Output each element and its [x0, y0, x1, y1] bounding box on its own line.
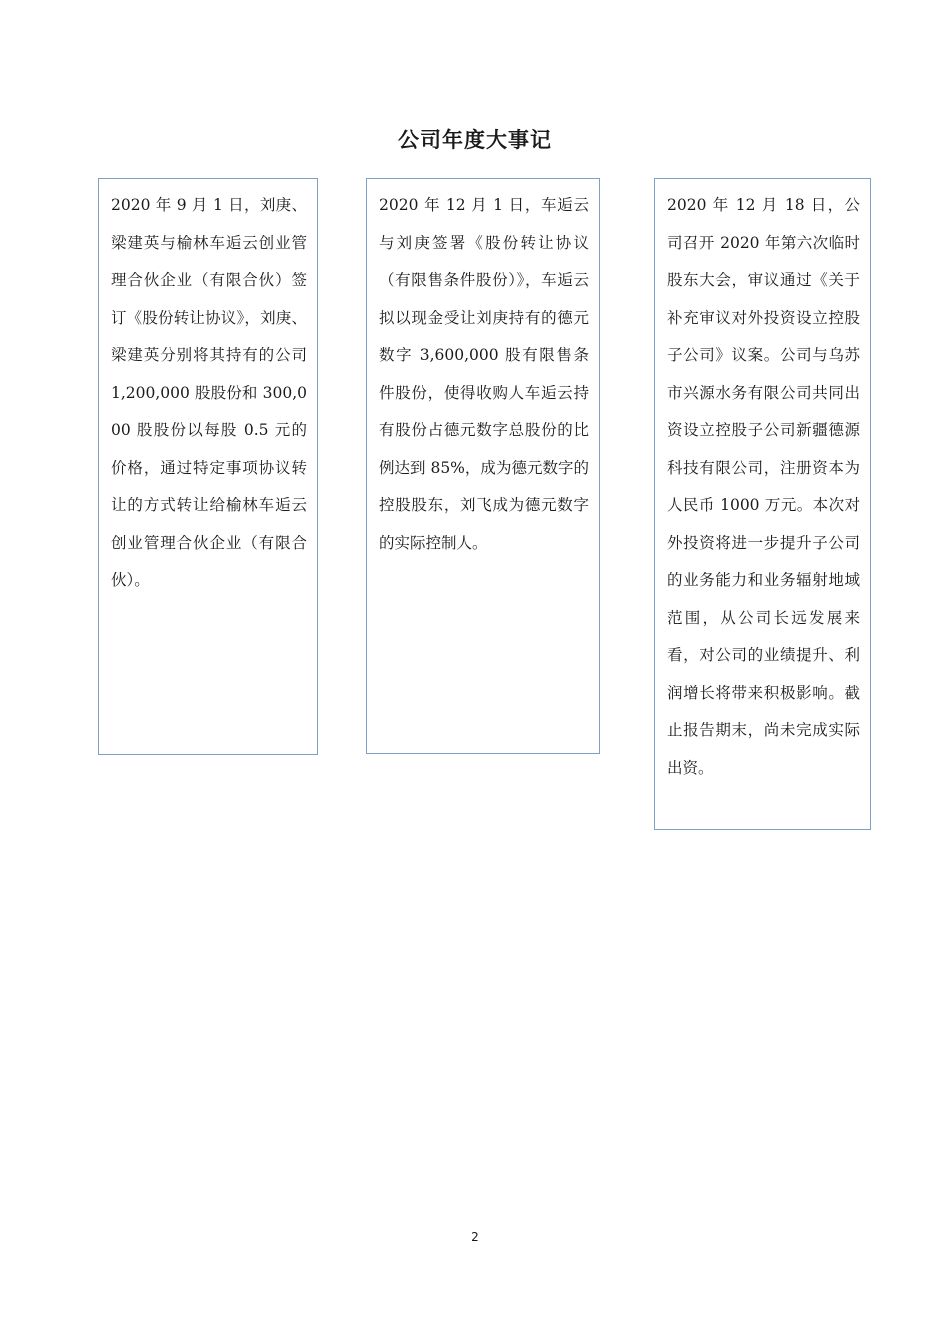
event-text-2: 2020 年 12 月 1 日，车逅云与刘庚签署《股份转让协议（有限售条件股份）》，车逅云拟以现金受让刘庚持有的德元数字 3,600,000 股有限售条件股份，使得收购人车逅云持有股份占德元数字总股份的比例达到 85%，成为德元数字的控股股东，刘飞成为德元数字的实际控制人。: [379, 196, 589, 552]
event-text-3: 2020 年 12 月 18 日，公司召开 2020 年第六次临时股东大会，审议通过《关于补充审议对外投资设立控股子公司》议案。公司与乌苏市兴源水务有限公司共同出资设立控股子公司新疆德源科技有限公司，注册资本为人民币 1000 万元。本次对外投资将进一步提升子公司的业务能力和业务辐射地域范围，从公司长远发展来看，对公司的业绩提升、利润增长将带来积极影响。截止报告期末，尚未完成实际出资。: [667, 196, 860, 777]
event-box-1: [98, 178, 318, 755]
event-box-3: [654, 178, 871, 830]
page-number: 2: [471, 1230, 479, 1244]
event-text-1: 2020 年 9 月 1 日，刘庚、梁建英与榆林车逅云创业管理合伙企业（有限合伙）签订《股份转让协议》，刘庚、梁建英分别将其持有的公司 1,200,000 股股份和 300,000 股股份以每股 0.5 元的价格，通过特定事项协议转让的方式转让给榆林车逅云创业管理合伙企业（有限合伙）。: [111, 196, 307, 589]
event-box-2: [366, 178, 600, 754]
page-title: 公司年度大事记: [398, 128, 552, 152]
